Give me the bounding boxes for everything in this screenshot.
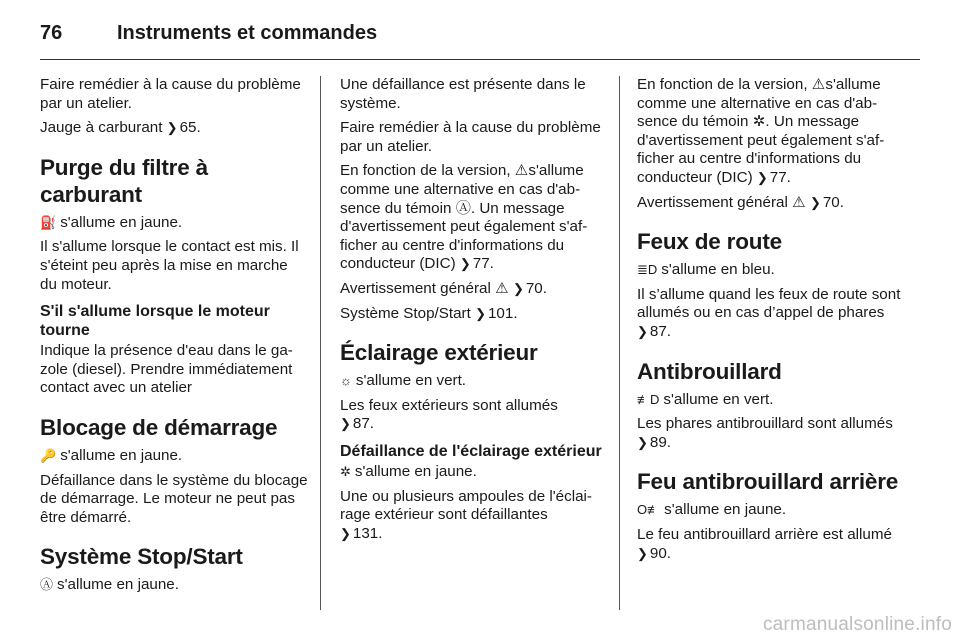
page-reference[interactable]: ❯ 87. bbox=[340, 415, 375, 433]
rear-fog-light-icon: O≢ bbox=[637, 502, 661, 518]
paragraph: Indique la présence d'eau dans le gazole (diesel). Prendre immédiatement contact avec un atelier bbox=[40, 342, 293, 397]
paragraph: Il s'allume lorsque le contact est mis. Il s'éteint peu après la mise en marche du moteur. bbox=[40, 238, 299, 293]
paragraph: 🔑 s'allume en jaune. bbox=[40, 446, 183, 464]
paragraph: Système Stop/Start ❯ 101. bbox=[340, 304, 518, 322]
section-heading: Antibrouillard bbox=[637, 358, 782, 384]
paragraph: ≣D s'allume en bleu. bbox=[637, 261, 775, 279]
chapter-title: Instruments et commandes bbox=[117, 22, 378, 44]
watermark: carmanualsonline.info bbox=[762, 614, 952, 635]
page-reference[interactable]: ❯ 90. bbox=[637, 544, 672, 562]
paragraph: Jauge à carburant ❯ 65. bbox=[40, 119, 201, 137]
arrow-icon: ❯ bbox=[340, 525, 351, 541]
paragraph: ≢D s'allume en vert. bbox=[637, 390, 774, 408]
section-heading: Système Stop/Start bbox=[40, 544, 243, 570]
warning-icon: ⚠ bbox=[811, 76, 826, 93]
paragraph: ✲ s'allume en jaune. bbox=[340, 462, 477, 480]
paragraph: Avertissement général ⚠ ❯ 70. bbox=[340, 279, 547, 297]
page-reference[interactable]: ❯ 101. bbox=[475, 304, 518, 322]
arrow-icon: ❯ bbox=[166, 120, 178, 136]
paragraph: Il s’allume quand les feux de route sont allumés ou en cas d’appel de phares ❯ 87. bbox=[637, 285, 901, 340]
page-reference[interactable]: ❯ 65. bbox=[166, 119, 201, 137]
paragraph: Une défaillance est présente dans le système. bbox=[340, 76, 586, 112]
arrow-icon: ❯ bbox=[340, 416, 351, 432]
arrow-icon: ❯ bbox=[637, 434, 648, 450]
page-reference[interactable]: ❯ 89. bbox=[637, 433, 672, 451]
page-reference[interactable]: ❯ 77. bbox=[756, 168, 791, 186]
paragraph: ⛽ s'allume en jaune. bbox=[40, 213, 183, 231]
column-divider bbox=[320, 76, 321, 610]
paragraph: ☼ s'allume en vert. bbox=[340, 372, 467, 390]
page-reference[interactable]: ❯ 70. bbox=[512, 279, 547, 297]
column-3 bbox=[637, 76, 905, 569]
paragraph: Une ou plusieurs ampoules de l'éclairage extérieur sont défaillantes ❯ 131. bbox=[340, 487, 592, 542]
arrow-icon: ❯ bbox=[756, 169, 768, 185]
page-reference[interactable]: ❯ 70. bbox=[809, 193, 844, 211]
page-reference[interactable]: ❯ 77. bbox=[459, 255, 494, 273]
paragraph: En fonction de la version, ⚠s'allume comme une alternative en cas d'absence du témoin Ⓐ. Un message d'avertissement peut également s'afficher au centre d'informations du conducteur (DIC) ❯ 77. bbox=[340, 162, 588, 273]
immobilizer-icon: 🔑 bbox=[40, 447, 57, 463]
section-heading: Purge du filtre à carburant bbox=[40, 154, 208, 207]
paragraph: Défaillance dans le système du blocage de démarrage. Le moteur ne peut pas être démarré. bbox=[40, 471, 308, 526]
section-heading: Blocage de démarrage bbox=[40, 414, 278, 440]
arrow-icon: ❯ bbox=[637, 545, 648, 561]
warning-icon: ⚠ bbox=[792, 193, 806, 211]
section-heading: Feux de route bbox=[637, 229, 782, 255]
paragraph: Les phares antibrouillard sont allumés ❯ 89. bbox=[637, 415, 893, 451]
section-heading: Éclairage extérieur bbox=[340, 340, 538, 366]
stop-start-icon: Ⓐ bbox=[455, 199, 471, 217]
warning-icon: ⚠ bbox=[495, 279, 509, 297]
arrow-icon: ❯ bbox=[475, 305, 486, 321]
stop-start-icon: Ⓐ bbox=[40, 577, 54, 593]
column-2 bbox=[340, 76, 608, 549]
paragraph: Avertissement général ⚠ ❯ 70. bbox=[637, 193, 844, 211]
section-heading: Feu antibrouillard arrière bbox=[637, 469, 899, 495]
fuel-filter-icon: ⛽ bbox=[40, 214, 57, 230]
paragraph: Le feu antibrouillard arrière est allumé ❯ 90. bbox=[637, 525, 892, 562]
exterior-light-icon: ☼ bbox=[340, 373, 352, 389]
paragraph: En fonction de la version, ⚠s'allume comme une alternative en cas d'absence du témoin ✲. Un message d'avertissement peut également s'afficher au centre d'informations du conducteur (DIC) ❯ 77. bbox=[637, 76, 885, 186]
high-beam-icon: ≣D bbox=[637, 262, 658, 278]
arrow-icon: ❯ bbox=[459, 256, 471, 272]
arrow-icon: ❯ bbox=[637, 323, 648, 339]
page-number: 76 bbox=[40, 22, 63, 44]
page-reference[interactable]: ❯ 87. bbox=[637, 322, 672, 340]
page-header bbox=[40, 18, 920, 60]
column-divider bbox=[619, 76, 620, 610]
paragraph: Ⓐ s'allume en jaune. bbox=[40, 576, 179, 594]
subsection-heading: Défaillance de l'éclairage extérieur bbox=[340, 442, 602, 460]
page-reference[interactable]: ❯ 131. bbox=[340, 524, 383, 542]
paragraph: O≢ s'allume en jaune. bbox=[637, 501, 787, 519]
warning-icon: ⚠ bbox=[514, 162, 529, 180]
arrow-icon: ❯ bbox=[809, 194, 821, 210]
column-1 bbox=[40, 76, 308, 601]
bulb-failure-icon: ✲ bbox=[340, 463, 351, 479]
subsection-heading: S'il s'allume lorsque le moteur tourne bbox=[40, 303, 270, 340]
paragraph: Faire remédier à la cause du problème par un atelier. bbox=[40, 76, 301, 112]
arrow-icon: ❯ bbox=[512, 280, 524, 296]
paragraph: Les feux extérieurs sont allumés ❯ 87. bbox=[340, 396, 558, 433]
fog-light-icon: ≢D bbox=[637, 391, 660, 407]
paragraph: Faire remédier à la cause du problème par un atelier. bbox=[340, 119, 601, 155]
bulb-failure-icon: ✲ bbox=[752, 113, 766, 131]
